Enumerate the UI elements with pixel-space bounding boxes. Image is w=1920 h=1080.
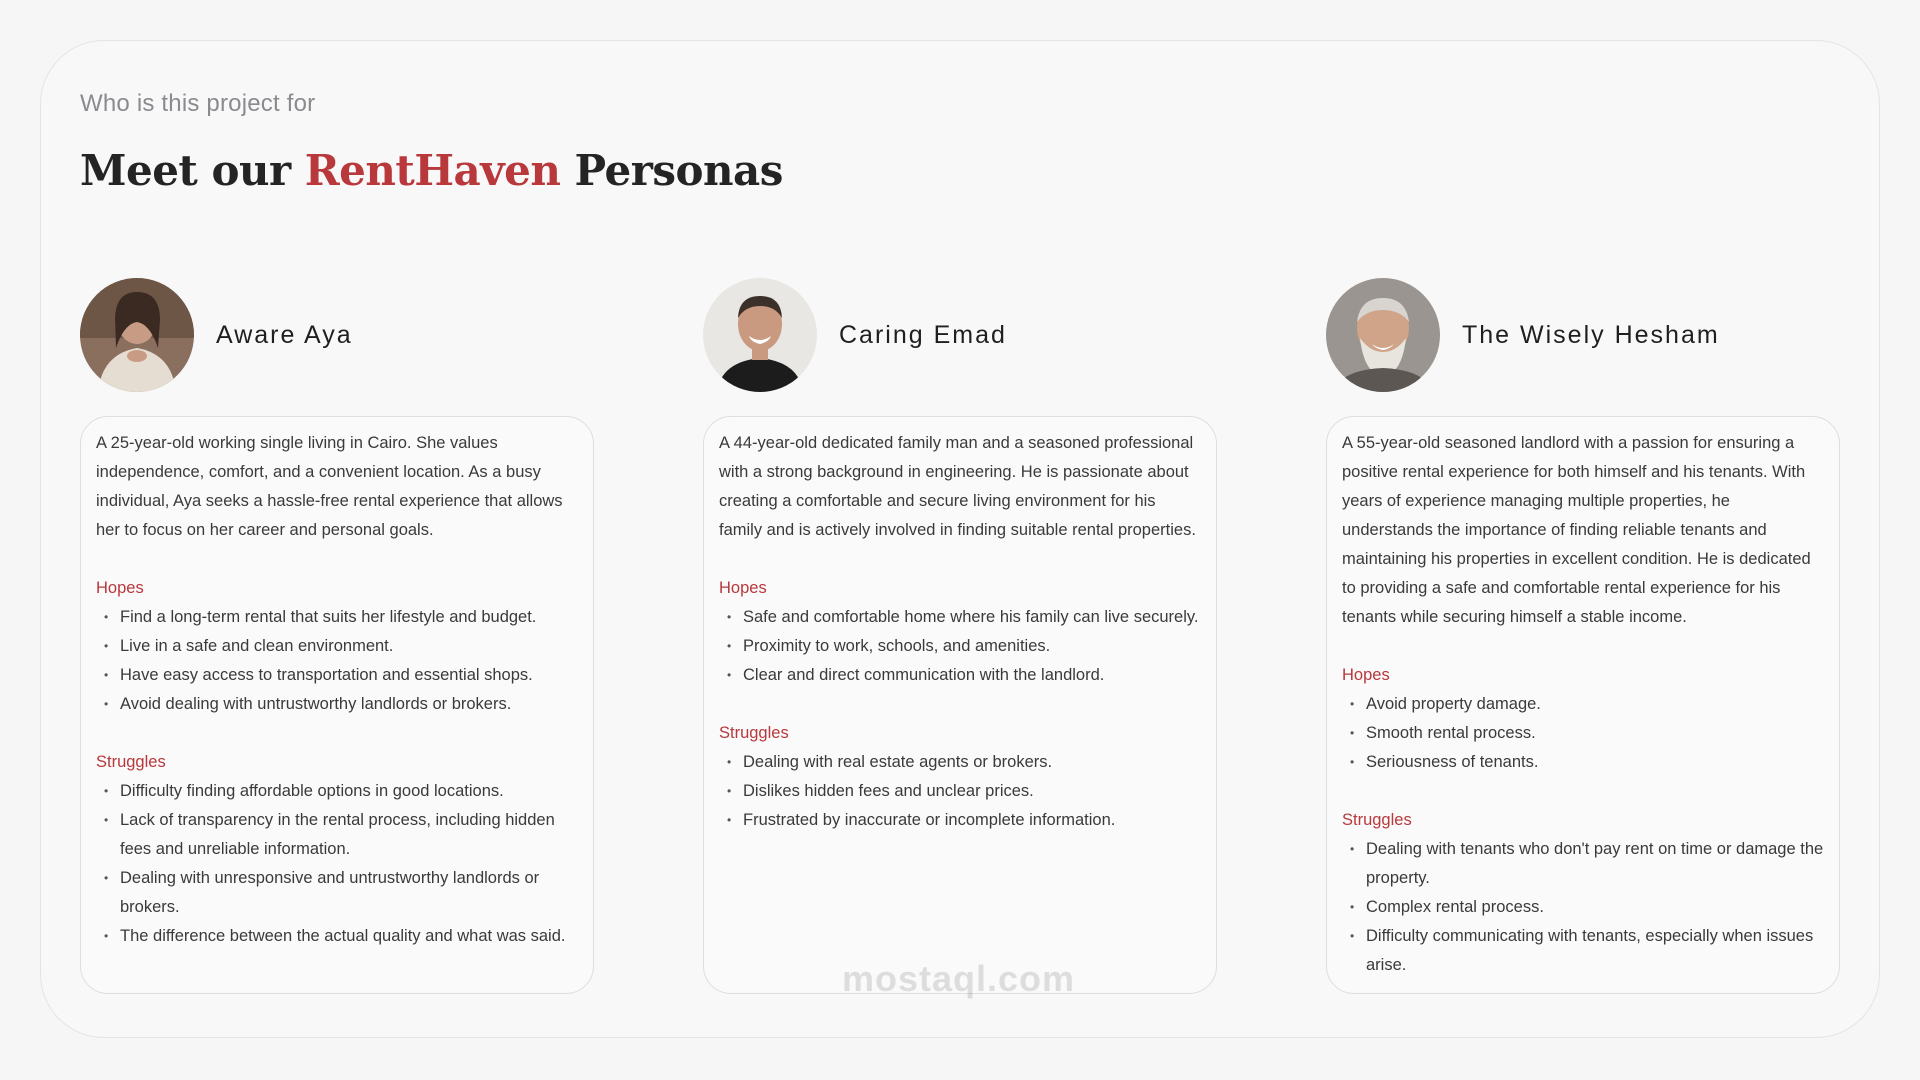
struggles-list [719,748,1202,835]
man-portrait-icon [703,278,817,392]
list-item: • Dealing with real estate agents or brokers. [719,748,1202,777]
list-item: • Frustrated by inaccurate or incomplete information. [719,806,1202,835]
list-item: • Find a long-term rental that suits her lifestyle and budget. [96,603,579,632]
persona-header [703,278,1217,392]
list-item: • Complex rental process. [1342,893,1825,922]
list-item: • The difference between the actual quality and what was said. [96,922,579,951]
persona-description: A 55-year-old seasoned landlord with a passion for ensuring a positive rental experience for both himself and his tenants. With years of experience managing multiple properties, he understands the importance of finding reliable tenants and maintaining his properties in excellent condition. He is dedicated to providing a safe and comfortable rental experience for his tenants while securing himself a stable income. [1342,434,1811,626]
page-title [80,146,783,195]
persona-header [1326,278,1840,392]
list-item: • Have easy access to transportation and essential shops. [96,661,579,690]
list-item: • Seriousness of tenants. [1342,748,1825,777]
struggles-label: Struggles [719,724,789,742]
list-item: • Live in a safe and clean environment. [96,632,579,661]
persona-description: A 44-year-old dedicated family man and a seasoned professional with a strong background in engineering. He is passionate about creating a comfortable and secure living environment for his family and is actively involved in finding suitable rental properties. [719,434,1196,539]
struggles-label: Struggles [1342,811,1412,829]
title-brand: RentHaven [304,146,561,195]
hopes-label: Hopes [96,579,144,597]
persona-name: Caring Emad [839,320,1007,349]
struggles-list [1342,835,1825,980]
list-item: • Clear and direct communication with the landlord. [719,661,1202,690]
hopes-list [96,603,579,719]
persona-header [80,278,594,392]
persona-name: The Wisely Hesham [1462,320,1720,349]
persona-card [1326,416,1840,994]
list-item: • Smooth rental process. [1342,719,1825,748]
hopes-list [719,603,1202,690]
older-man-portrait-icon [1326,278,1440,392]
title-suffix: Personas [560,146,783,195]
list-item: • Difficulty communicating with tenants, especially when issues arise. [1342,922,1825,980]
persona-aya [80,278,594,994]
persona-card [703,416,1217,994]
persona-card [80,416,594,994]
hopes-label: Hopes [719,579,767,597]
persona-hesham [1326,278,1840,994]
list-item: • Proximity to work, schools, and amenities. [719,632,1202,661]
section-eyebrow: Who is this project for [80,90,316,117]
struggles-list [96,777,579,951]
list-item: • Safe and comfortable home where his family can live securely. [719,603,1202,632]
list-item: • Dealing with tenants who don't pay rent on time or damage the property. [1342,835,1825,893]
persona-description: A 25-year-old working single living in Cairo. She values independence, comfort, and a convenient location. As a busy individual, Aya seeks a hassle-free rental experience that allows her to focus on her career and personal goals. [96,434,563,539]
list-item: • Avoid property damage. [1342,690,1825,719]
list-item: • Dealing with unresponsive and untrustworthy landlords or brokers. [96,864,579,922]
list-item: • Avoid dealing with untrustworthy landlords or brokers. [96,690,579,719]
hopes-label: Hopes [1342,666,1390,684]
persona-emad [703,278,1217,994]
list-item: • Dislikes hidden fees and unclear prices. [719,777,1202,806]
woman-portrait-icon [80,278,194,392]
list-item: • Difficulty finding affordable options in good locations. [96,777,579,806]
hopes-list [1342,690,1825,777]
title-prefix: Meet our [80,146,305,195]
struggles-label: Struggles [96,753,166,771]
watermark-logo: mostaql.com [842,958,1076,999]
list-item: • Lack of transparency in the rental process, including hidden fees and unreliable information. [96,806,579,864]
persona-name: Aware Aya [216,320,353,349]
